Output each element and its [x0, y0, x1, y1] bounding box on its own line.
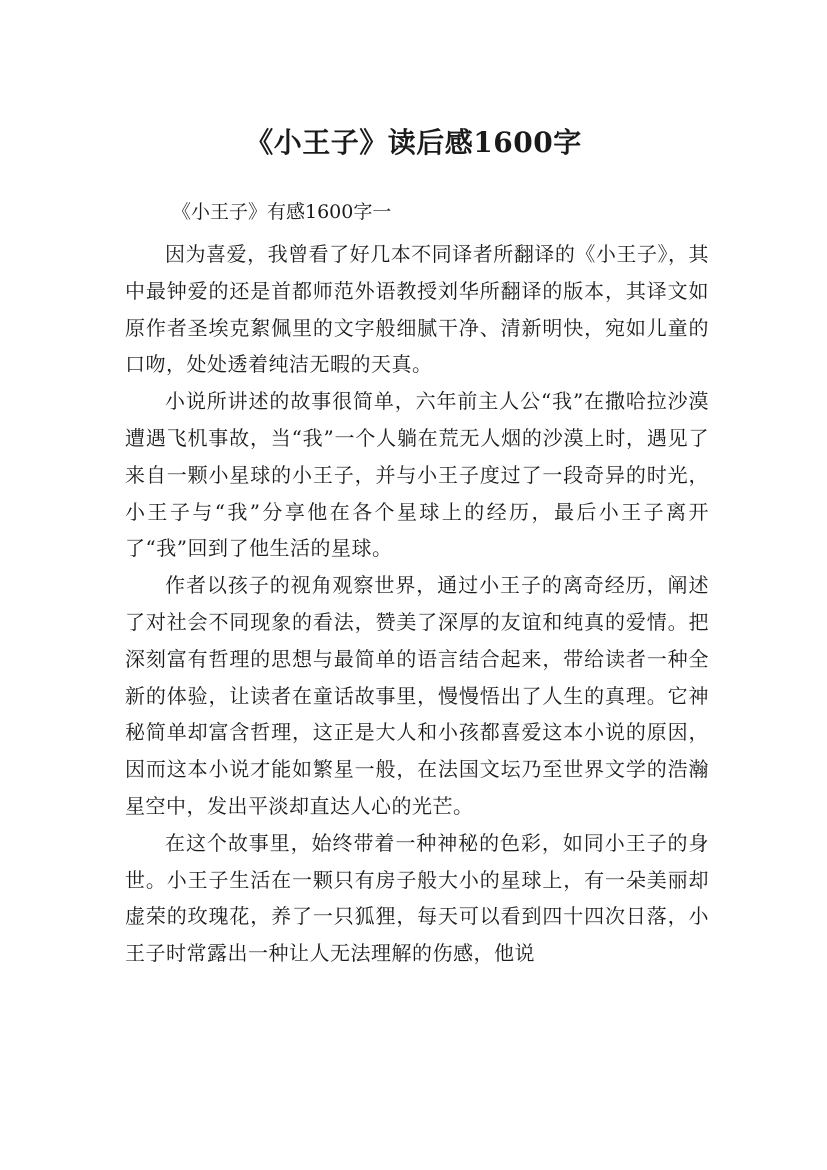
paragraph-3: 作者以孩子的视角观察世界，通过小王子的离奇经历，阐述了对社会不同现象的看法，赞美了深厚的友谊和纯真的爱情。把深刻富有哲理的思想与最简单的语言结合起来，带给读者一种全新的体验，让读者在童话故事里，慢慢悟出了人生的真理。它神秘简单却富含哲理，这正是大人和小孩都喜爱这本小说的原因，因而这本小说才能如繁星一般，在法国文坛乃至世界文学的浩瀚星空中，发出平淡却直达人心的光芒。 — [125, 573, 709, 818]
document-body — [125, 236, 709, 972]
paragraph-2: 小说所讲述的故事很简单，六年前主人公“我”在撒哈拉沙漠遭遇飞机事故，当“我”一个人躺在荒无人烟的沙漠上时，遇见了来自一颗小星球的小王子，并与小王子度过了一段奇异的时光，小王子与“我”分享他在各个星球上的经历，最后小王子离开了“我”回到了他生活的星球。 — [125, 389, 709, 561]
paragraph-4: 在这个故事里，始终带着一种神秘的色彩，如同小王子的身世。小王子生活在一颗只有房子般大小的星球上，有一朵美丽却虚荣的玫瑰花，养了一只狐狸，每天可以看到四十四次日落，小王子时常露出一种让人无法理解的伤感，他说 — [125, 830, 709, 966]
paragraph-1: 因为喜爱，我曾看了好几本不同译者所翻译的《小王子》，其中最钟爱的还是首都师范外语教授刘华所翻译的版本，其译文如原作者圣埃克絮佩里的文字般细腻干净、清新明快，宛如儿童的口吻，处处透着纯洁无暇的天真。 — [125, 242, 709, 377]
section-subtitle: 《小王子》有感1600字一 — [172, 201, 392, 223]
document-title: 《小王子》读后感1600字 — [245, 125, 582, 159]
